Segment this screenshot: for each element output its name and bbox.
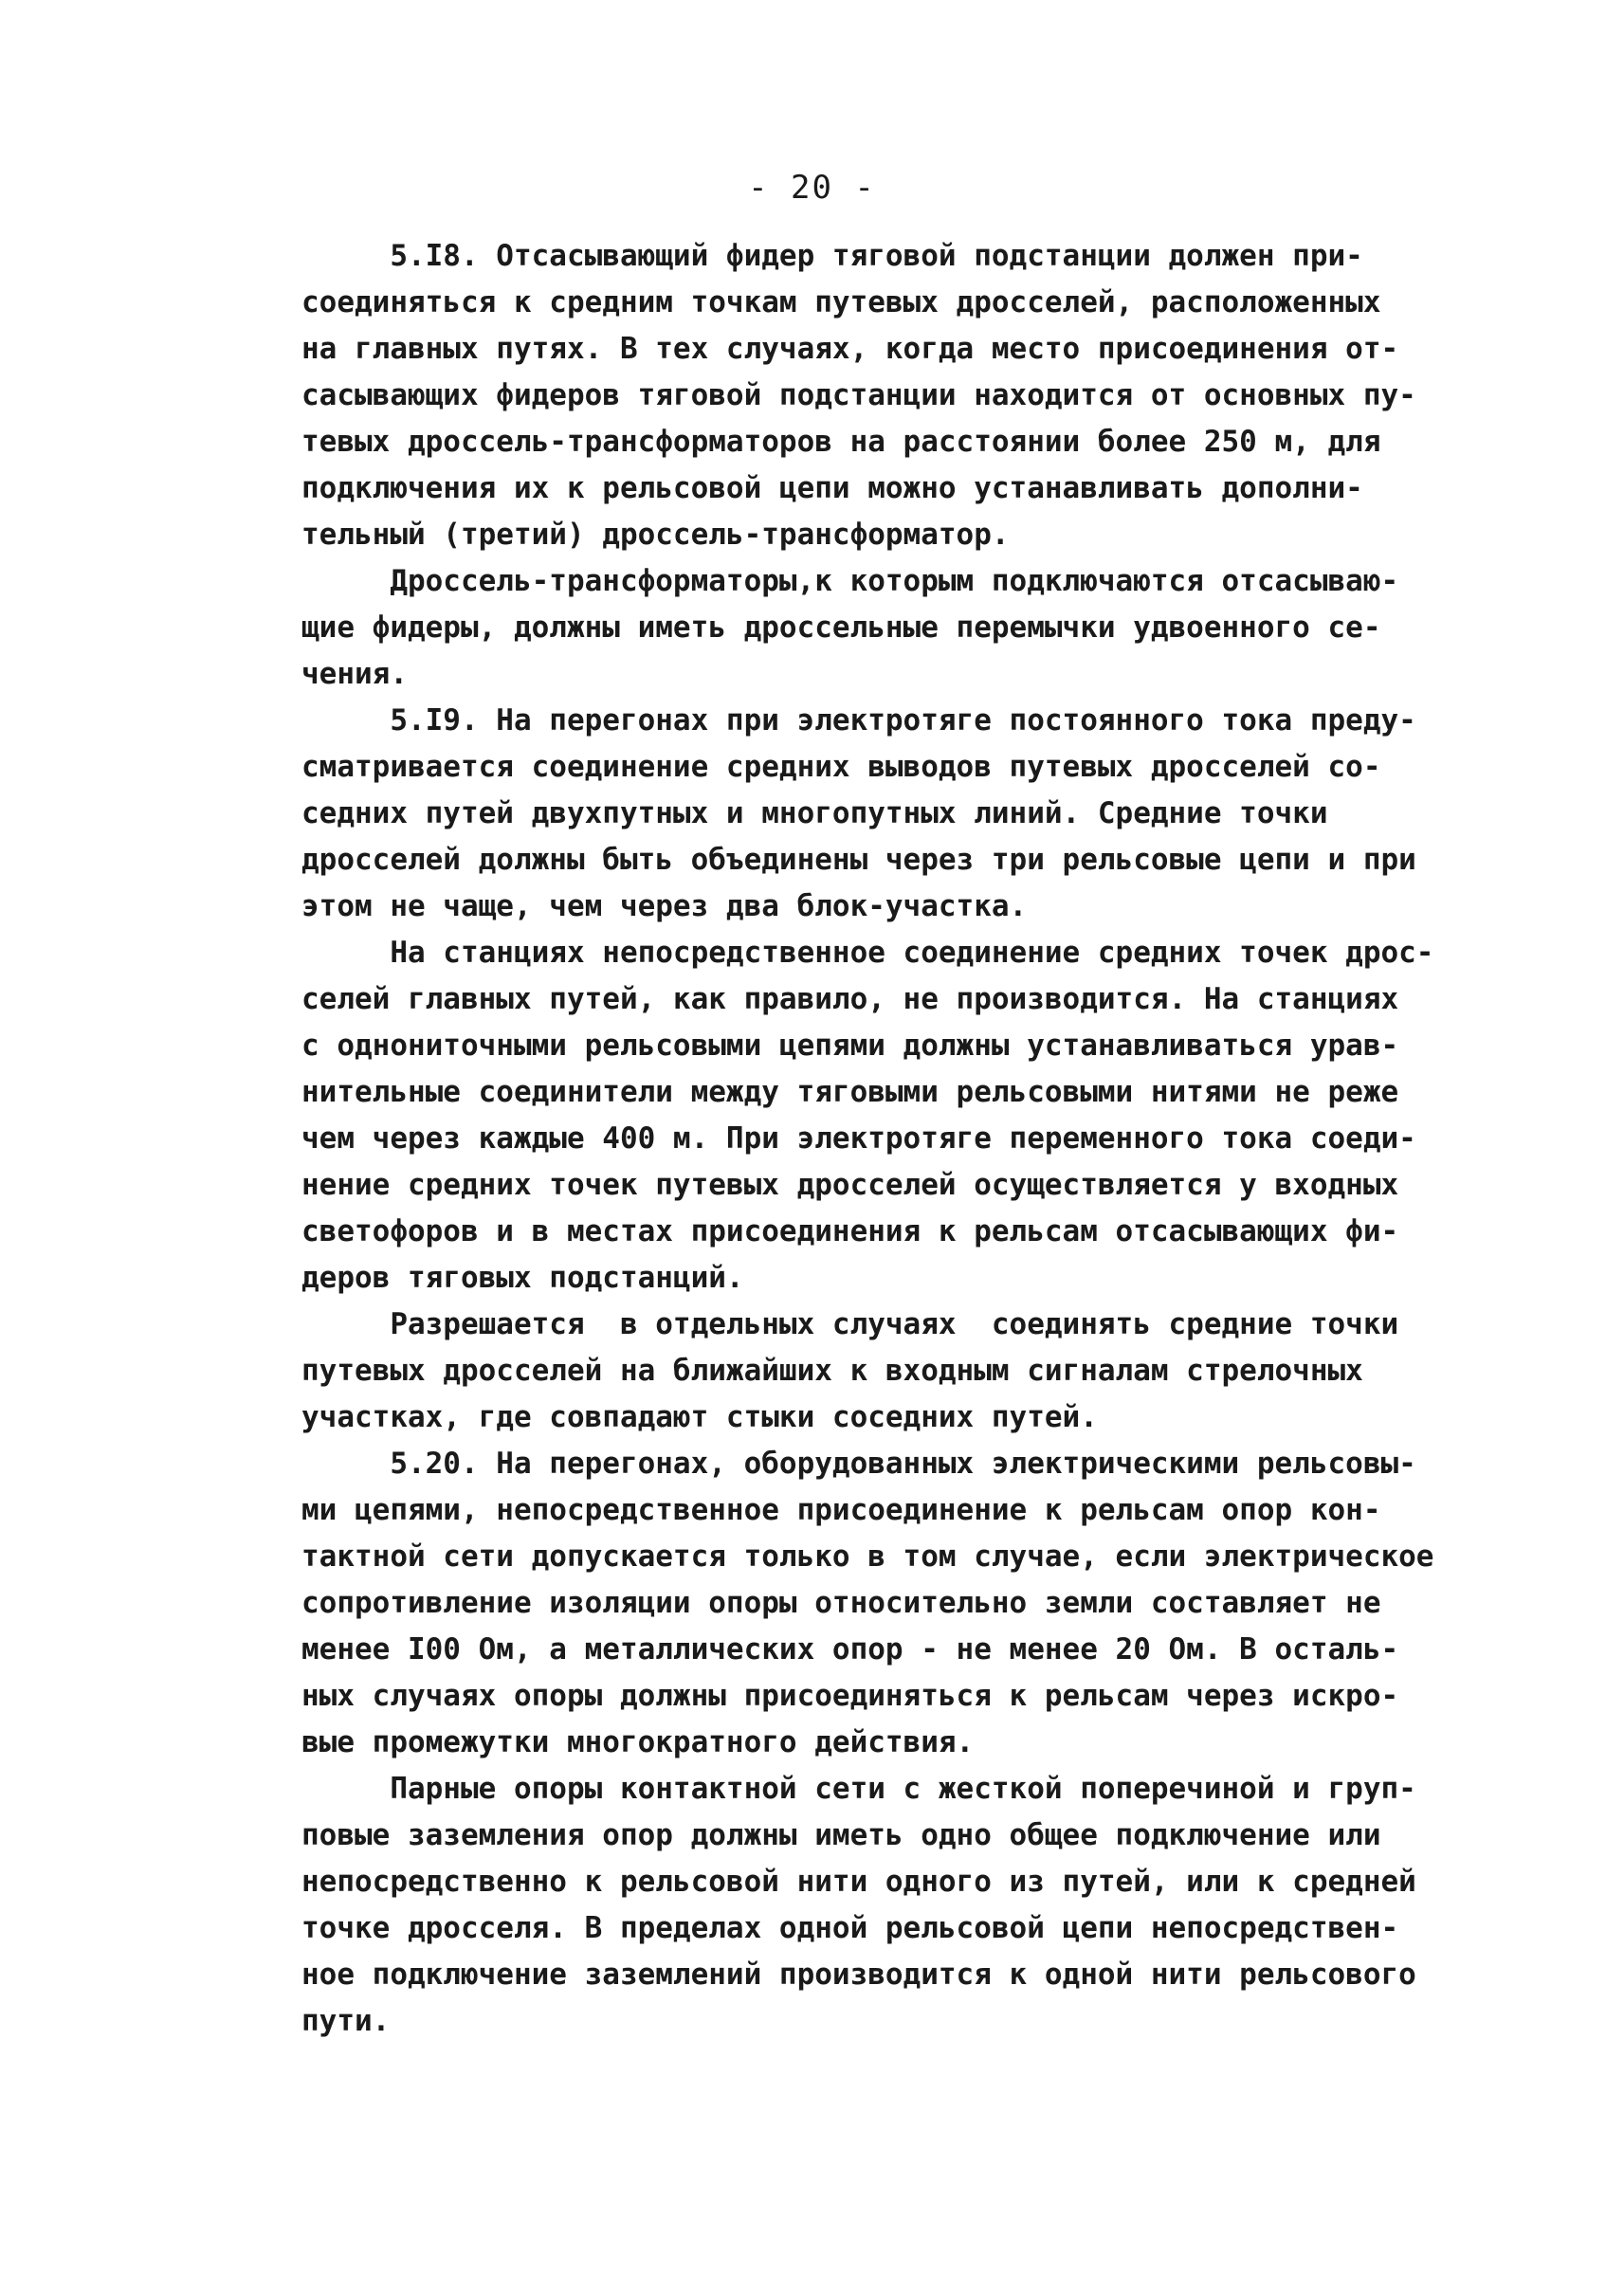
body-text — [301, 233, 1439, 2045]
paragraph-5-18 — [301, 233, 1439, 558]
text-line: 5.I8. Отсасывающий фидер тяговой подстанции должен при- — [301, 239, 1363, 273]
text-line: на главных путях. В тех случаях, когда место присоединения от- — [301, 332, 1399, 366]
text-line: тельный (третий) дроссель-трансформатор. — [301, 518, 1010, 552]
page-number: - 20 - — [748, 169, 876, 207]
text-line: сопротивление изоляции опоры относительно земли составляет не — [301, 1586, 1381, 1620]
text-line: Дроссель-трансформаторы,к которым подключаются отсасываю- — [301, 564, 1399, 598]
text-line: седних путей двухпутных и многопутных линий. Средние точки — [301, 796, 1328, 830]
text-line: 5.20. На перегонах, оборудованных электрическими рельсовы- — [301, 1447, 1416, 1481]
text-line: Разрешается в отдельных случаях соединять средние точки — [301, 1307, 1399, 1341]
paragraph-5-20 — [301, 1441, 1439, 1766]
text-line: 5.I9. На перегонах при электротяге постоянного тока преду- — [301, 703, 1416, 738]
paragraph-paired-supports — [301, 1766, 1439, 2045]
paragraph-permitted — [301, 1302, 1439, 1441]
text-line: ми цепями, непосредственное присоединение к рельсам опор кон- — [301, 1493, 1381, 1527]
text-line: сматривается соединение средних выводов путевых дросселей со- — [301, 750, 1381, 784]
text-line: пути. — [301, 2004, 391, 2038]
text-line: нение средних точек путевых дросселей осуществляется у входных — [301, 1168, 1399, 1202]
text-line: светофоров и в местах присоединения к рельсам отсасывающих фи- — [301, 1214, 1399, 1248]
text-line: с однониточными рельсовыми цепями должны устанавливаться урав- — [301, 1029, 1399, 1063]
text-line: На станциях непосредственное соединение средних точек дрос- — [301, 936, 1434, 970]
text-line: щие фидеры, должны иметь дроссельные перемычки удвоенного се- — [301, 610, 1381, 645]
text-line: сасывающих фидеров тяговой подстанции находится от основных пу- — [301, 378, 1416, 412]
text-line: Парные опоры контактной сети с жесткой поперечиной и груп- — [301, 1772, 1416, 1806]
text-line: ное подключение заземлений производится к одной нити рельсового — [301, 1958, 1416, 1992]
text-line: дросселей должны быть объединены через три рельсовые цепи и при — [301, 843, 1416, 877]
paragraph-drossel-transformers — [301, 558, 1439, 698]
text-line: ных случаях опоры должны присоединяться к рельсам через искро- — [301, 1679, 1399, 1713]
text-line: непосредственно к рельсовой нити одного из путей, или к средней — [301, 1865, 1416, 1899]
text-line: чения. — [301, 657, 408, 691]
text-line: чем через каждые 400 м. При электротяге переменного тока соеди- — [301, 1121, 1416, 1156]
text-line: тевых дроссель-трансформаторов на расстоянии более 250 м, для — [301, 425, 1381, 459]
paragraph-stations — [301, 930, 1439, 1302]
text-line: соединяться к средним точкам путевых дросселей, расположенных — [301, 285, 1381, 319]
text-line: вые промежутки многократного действия. — [301, 1725, 975, 1759]
text-line: нительные соединители между тяговыми рельсовыми нитями не реже — [301, 1075, 1399, 1109]
text-line: тактной сети допускается только в том случае, если электрическое — [301, 1539, 1434, 1574]
text-line: селей главных путей, как правило, не производится. На станциях — [301, 982, 1399, 1016]
paragraph-5-19 — [301, 698, 1439, 930]
text-line: менее I00 Ом, а металлических опор - не менее 20 Ом. В осталь- — [301, 1632, 1399, 1667]
text-line: деров тяговых подстанций. — [301, 1261, 744, 1295]
text-line: точке дросселя. В пределах одной рельсовой цепи непосредствен- — [301, 1911, 1399, 1945]
text-line: путевых дросселей на ближайших к входным сигналам стрелочных — [301, 1354, 1363, 1388]
text-line: подключения их к рельсовой цепи можно устанавливать дополни- — [301, 471, 1363, 505]
text-line: этом не чаще, чем через два блок-участка. — [301, 889, 1028, 923]
text-line: повые заземления опор должны иметь одно общее подключение или — [301, 1818, 1381, 1852]
text-line: участках, где совпадают стыки соседних путей. — [301, 1400, 1098, 1434]
